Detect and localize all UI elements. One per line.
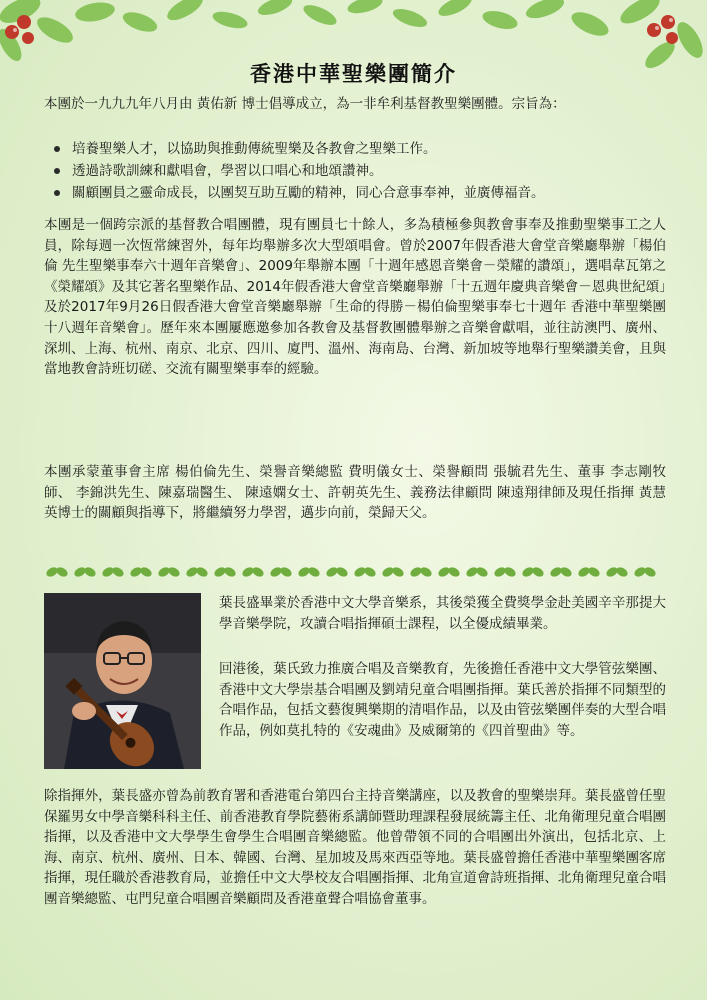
leaf-divider xyxy=(44,565,666,579)
aim-text: 透過詩歌訓練和獻唱會，學習以口唱心和地頌讚神。 xyxy=(72,163,383,179)
conductor-portrait-image xyxy=(44,593,201,769)
aim-text: 培養聖樂人才，以協助與推動傳統聖樂及各教會之聖樂工作。 xyxy=(72,141,437,157)
bullet-icon xyxy=(54,168,60,174)
bullet-icon xyxy=(54,146,60,152)
history-paragraph: 本團是一個跨宗派的基督教合唱團體，現有團員七十餘人，多為積極參與教會事奉及推動聖樂事工之人員，除每週一次恆常練習外，每年均舉辦多次大型頌唱會。曾於2007年假香港大會堂音樂廳舉辦「楊伯倫 先生聖樂事奉六十週年音樂會」、2009年舉辦本團「十週年感恩音樂會－榮耀的讚頌」，選唱韋瓦第之《榮耀頌》及其它著名聖樂作品、2014年假香港大會堂音樂廳舉辦「十五週年慶典音樂會－恩典世紀頌」及於2017年9月26日假香港大會堂音樂廳舉辦「生命的得勝－楊伯倫聖樂事奉七十週年 香港中華聖樂團十八週年音樂會」。歷年來本團屢應邀參加各教會及基督教團體舉辦之音樂會獻唱，並往訪澳門、廣州、深圳、上海、杭州、南京、北京、四川、廈門、溫州、海南島、台灣、新加坡等地舉行聖樂讚美會，且與當地教會詩班切磋、交流有關聖樂事奉的經驗。 xyxy=(44,217,666,378)
aims-list xyxy=(52,138,664,204)
board-paragraph: 本團承蒙董事會主席 楊伯倫先生、榮譽音樂總監 費明儀女士、榮譽顧問 張毓君先生、董事 李志剛牧師、 李錦洪先生、陳嘉瑞醫生、 陳遠嫻女士、許朝英先生、義務法律顧問 陳遠翔律師及現任指揮 黃慧英博士的關顧與指導下，將繼續努力學習，邁步向前，榮歸天父。 xyxy=(44,464,666,522)
list-item xyxy=(52,138,664,160)
bio-paragraph-activities: 除指揮外，葉長盛亦曾為前教育署和香港電台第四台主持音樂講座，以及教會的聖樂崇拜。葉長盛曾任聖保羅男女中學音樂科科主任、前香港教育學院藝術系講師暨助理課程發展統籌主任、北角衛理兒童合唱團指揮，以及香港中文大學學生會學生合唱團音樂總監。他曾帶領不同的合唱團出外演出，包括北京、上海、南京、杭州、廣州、日本、韓國、台灣、星加坡及馬來西亞等地。葉長盛曾擔任香港中華聖樂團客席指揮，現任職於香港教育局，並擔任中文大學校友合唱團指揮、北角宣道會詩班指揮、北角衛理兒童合唱團音樂總監、屯門兒童合唱團音樂顧問及香港童聲合唱協會董事。 xyxy=(44,788,666,907)
conductor-photo xyxy=(44,593,201,769)
bio-paragraph-education: 葉長盛畢業於香港中文大學音樂系，其後榮獲全費獎學金赴美國辛辛那提大學音樂學院，攻讀合唱指揮碩士課程，以全優成績畢業。 xyxy=(219,595,666,632)
aim-text: 關顧團員之靈命成長，以團契互助互勵的精神，同心合意事奉神，並廣傳福音。 xyxy=(72,185,545,201)
intro-paragraph: 本團於一九九九年八月由 黃佑新 博士倡導成立，為一非牟利基督教聖樂團體。宗旨為： xyxy=(44,96,566,112)
bullet-icon xyxy=(54,190,60,196)
page-title: 香港中華聖樂團簡介 xyxy=(250,62,457,86)
bio-paragraph-career: 回港後，葉氏致力推廣合唱及音樂教育，先後擔任香港中文大學管弦樂團、香港中文大學崇基合唱團及劉靖兒童合唱團指揮。葉氏善於指揮不同類型的合唱作品，包括文藝復興樂期的清唱作品，以及由管弦樂團伴奏的大型合唱作品，例如莫扎特的《安魂曲》及威爾第的《四首聖曲》等。 xyxy=(219,661,666,739)
list-item xyxy=(52,160,664,182)
list-item xyxy=(52,182,664,204)
